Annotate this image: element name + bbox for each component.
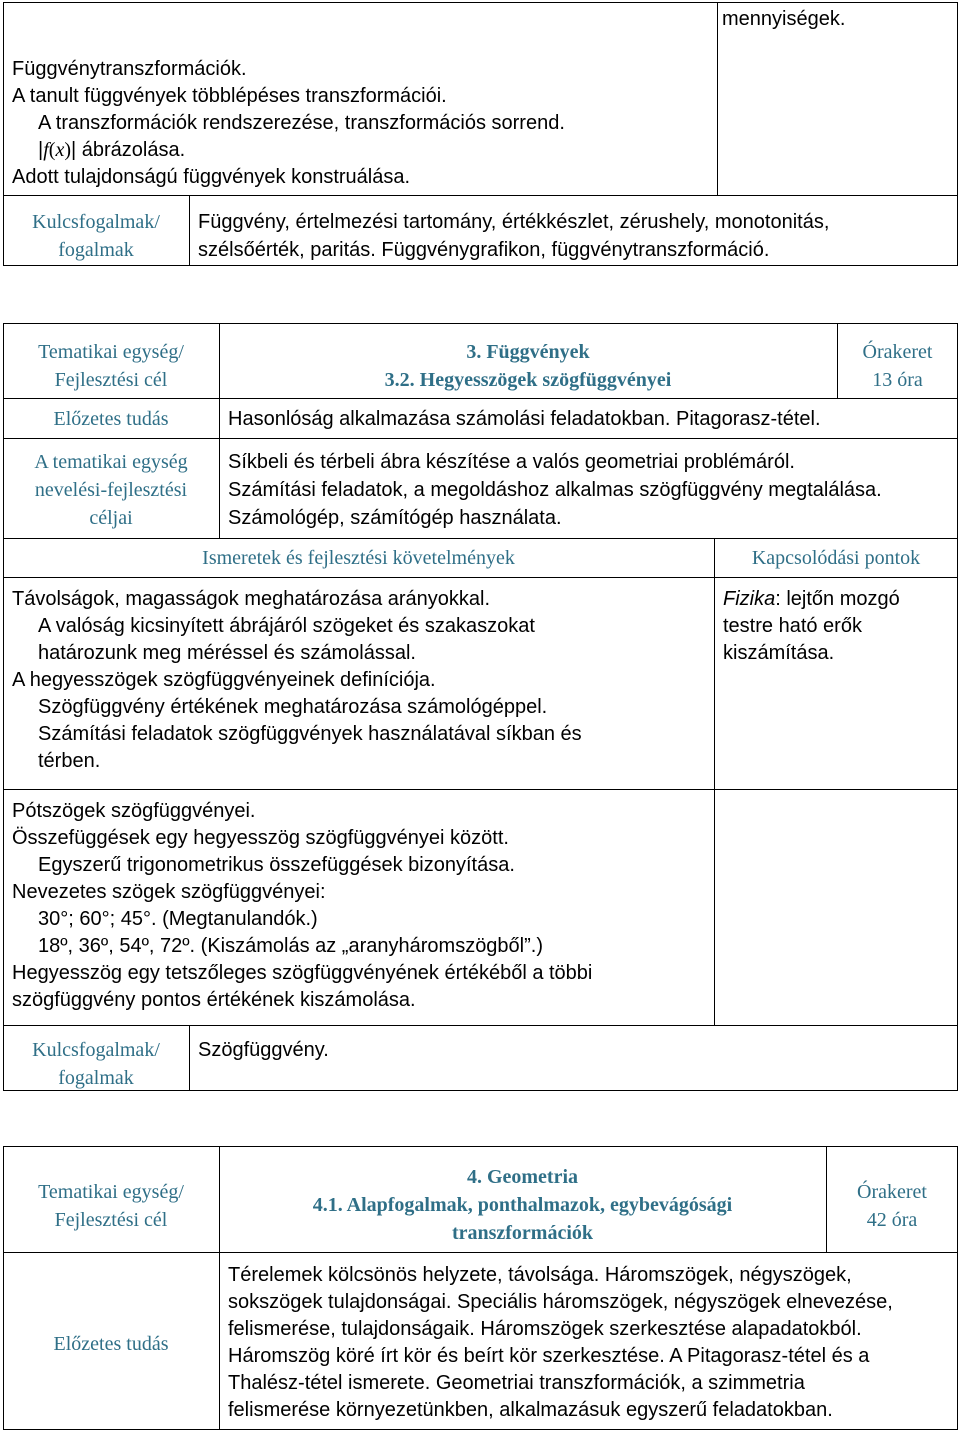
block2-key-label: Kulcsfogalmak/ fogalmak xyxy=(32,1039,160,1089)
abs-variable: x xyxy=(55,139,65,161)
block2-row-divider xyxy=(3,1025,958,1026)
block1-vdivider xyxy=(717,2,718,196)
block3-row-divider xyxy=(3,1252,958,1253)
block1-key-text: Függvény, értelmezési tartomány, értékkészlet, zérushely, monotonitás, szélsőérték, paritás. Függvénygrafikon, függvénytranszformáció. xyxy=(198,211,830,261)
abs-function-name: f xyxy=(43,139,49,161)
block2-col-divider xyxy=(714,538,715,1025)
block1-hdivider xyxy=(3,195,958,196)
block1-top-right-text: mennyiségek. xyxy=(722,8,846,30)
hours-value: 42 óra xyxy=(866,1209,918,1231)
block1-abs-line: ​|f(x)| ábrázolása. xyxy=(38,139,186,161)
block2-section-b: Pótszögek szögfüggvényei. Összefüggések egy hegyesszög szögfüggvényei között. Egyszerű trigonometrikus összefüggések bizonyítása. Nevezetes szögek szögfüggvényei: 30°; 60°; 45°. (Megtanulandók.) 18º, 36º, 54º, 72º. (Kiszámolás az „aranyháromszögből”.) Hegyesszög egy tetszőleges szögfüggvényének értékéből a többi szögfüggvény pontos értékének kiszámolása. xyxy=(12,800,593,1011)
hours-value: 13 óra xyxy=(872,369,923,391)
abs-bar-icon: | xyxy=(71,139,82,161)
block2-links: Fizika: lejtőn mozgó testre ható erők kiszámítása. xyxy=(723,588,900,664)
block3-unit-label: Tematikai egység/ Fejlesztési cél xyxy=(38,1181,184,1231)
block1-line: A tanult függvények többlépéses transzformációi. xyxy=(12,85,447,107)
block1-content xyxy=(12,56,565,191)
block2-col-divider xyxy=(189,1025,190,1091)
block2-row-divider xyxy=(3,577,958,578)
block2-prior-label: Előzetes tudás xyxy=(53,408,169,430)
block3-prior-label: Előzetes tudás xyxy=(53,1333,169,1355)
block1-key-divider xyxy=(189,195,190,266)
block1-line: Függvénytranszformációk. xyxy=(12,58,247,80)
block2-row-divider xyxy=(3,438,958,439)
block2-goals-text: Síkbeli és térbeli ábra készítése a valós geometriai problémáról. Számítási feladatok, a megoldáshoz alkalmas szögfüggvény megtalálása. Számológép, számítógép használata. xyxy=(228,451,882,529)
block2-goals-label: A tematikai egység nevelési-fejlesztési céljai xyxy=(34,451,188,529)
block2-row-divider xyxy=(3,789,958,790)
block3-prior-text: Térelemek kölcsönös helyzete, távolsága. Háromszögek, négyszögek, sokszögek tulajdonságai. Speciális háromszögek, négyszögek elnevezése, felismerése, tulajdonságaik. Háromszögek szerkesztése alapadatokból. Háromszög köré írt kör és beírt kör szerkesztése. A Pitagorasz-tétel és a Thalész-tétel ismerete. Geometriai transzformációk, a szimmetria felismerése környezetünkben, alkalmazásuk egyszerű feladatokban. xyxy=(228,1264,893,1421)
block3-hours xyxy=(826,1178,958,1234)
link-subject: Fizika xyxy=(723,588,776,610)
block2-title: 3. Függvények 3.2. Hegyesszögek szögfüggvényei xyxy=(384,341,672,391)
block1-key-label: Kulcsfogalmak/ fogalmak xyxy=(32,211,160,261)
block2-row-divider xyxy=(3,538,958,539)
hours-label: Órakeret xyxy=(857,1181,927,1203)
block3-title: 4. Geometria 4.1. Alapfogalmak, ponthalmazok, egybevágósági transzformációk xyxy=(312,1166,733,1244)
abs-line-text: ábrázolása. xyxy=(81,139,186,161)
knowledge-header: Ismeretek és fejlesztési követelmények xyxy=(202,547,515,569)
block2-row-divider xyxy=(3,398,958,399)
abs-bar-icon: ​| xyxy=(38,139,44,161)
block2-key-text: Szögfüggvény. xyxy=(198,1039,329,1061)
links-header: Kapcsolódási pontok xyxy=(751,547,921,569)
block1-line: A transzformációk rendszerezése, transzformációs sorrend. xyxy=(38,112,565,134)
block2-prior-text: Hasonlóság alkalmazása számolási feladatokban. Pitagorasz-tétel. xyxy=(228,408,821,430)
block1-line: Adott tulajdonságú függvények konstruálása. xyxy=(12,166,411,188)
hours-label: Órakeret xyxy=(862,341,933,363)
block2-section-a: Távolságok, magasságok meghatározása arányokkal. A valóság kicsinyített ábrájáról szögeket és szakaszokat határozunk meg méréssel és számolással. A hegyesszögek szögfüggvényeinek definíciója. Szögfüggvény értékének meghatározása számológéppel. Számítási feladatok szögfüggvények használatával síkban és térben. xyxy=(12,588,582,772)
block2-unit-label: Tematikai egység/ Fejlesztési cél xyxy=(38,341,184,391)
block2-hours xyxy=(837,338,958,394)
